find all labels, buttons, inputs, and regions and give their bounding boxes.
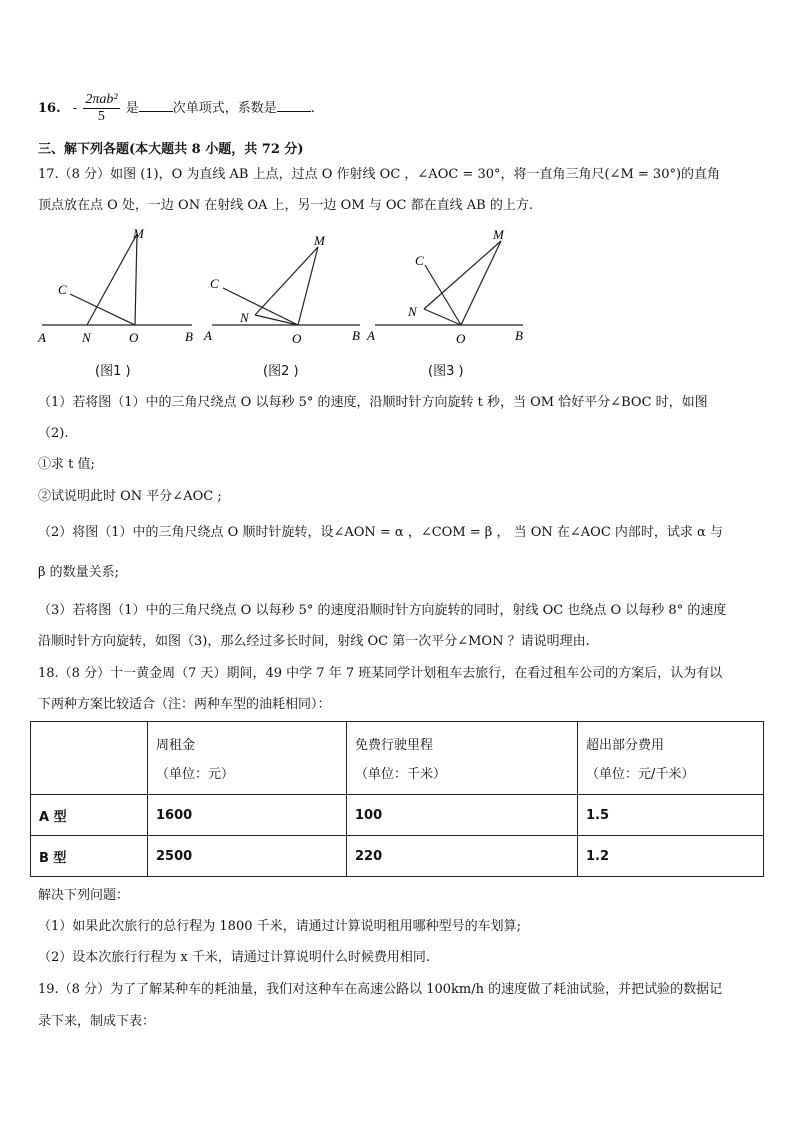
fraction-expression [83, 92, 119, 125]
fig2-label-A: A [204, 328, 212, 343]
minus-sign: - [72, 101, 78, 116]
header-mileage-unit: （单位：千米） [355, 767, 447, 782]
table-cell: 1.5 [578, 795, 764, 836]
fig1-label-N: N [82, 330, 91, 345]
fig3-label-M: M [493, 227, 504, 242]
header-cell-extra-fee [578, 722, 764, 795]
q17-line-2: 顶点放在点 O 处，一边 ON 在射线 OA 上，另一边 OM 与 OC 都在直线 AB 的上方. [38, 198, 533, 213]
fig2-label-C: C [210, 276, 219, 291]
table-cell: A 型 [31, 795, 148, 836]
q17-part-2-line-2: β 的数量关系; [38, 565, 120, 580]
header-mileage-label: 免费行驶里程 [355, 738, 434, 753]
figure-1-caption: (图1 ) [95, 364, 131, 379]
fig2-label-N: N [240, 310, 249, 325]
header-extra-fee-unit: （单位：元/千米） [586, 767, 695, 782]
fig1-label-O: O [129, 330, 139, 345]
figure-2-caption: (图2 ) [263, 364, 299, 379]
question-16 [38, 90, 315, 128]
header-extra-fee-label: 超出部分费用 [586, 738, 665, 753]
figure-2 [200, 225, 370, 350]
fig3-label-N: N [408, 304, 417, 319]
header-cell-mileage [347, 722, 578, 795]
table-row [31, 795, 764, 836]
table-cell: 1600 [148, 795, 347, 836]
table-cell: 2500 [148, 836, 347, 877]
answer-blank-coefficient[interactable] [277, 99, 311, 112]
table-row [31, 836, 764, 877]
header-cell-rent [148, 722, 347, 795]
table-cell: B 型 [31, 836, 148, 877]
fig2-label-O: O [292, 331, 302, 346]
fig3-label-A: A [367, 328, 375, 343]
fraction-numerator: 2πab² [85, 92, 118, 107]
table-cell: 1.2 [578, 836, 764, 877]
q19-line-1: 19.（8 分）为了了解某种车的耗油量，我们对这种车在高速公路以 100km/h 的速度做了耗油试验，并把试验的数据记 [38, 982, 723, 997]
q16-text-2: 次单项式，系数是 [172, 101, 277, 116]
header-rent-unit: （单位：元） [156, 767, 235, 782]
fig2-label-M: M [314, 233, 325, 248]
q16-text-1: 是 [125, 101, 139, 116]
figure-1 [30, 222, 205, 347]
table-cell: 220 [347, 836, 578, 877]
q18-part-1: （1）如果此次旅行的总行程为 1800 千米，请通过计算说明租用哪种型号的车划算; [38, 919, 521, 934]
q17-part-1-sub-1: ①求 t 值; [38, 457, 95, 472]
q17-line-1: 17.（8 分）如图 (1)，O 为直线 AB 上点，过点 O 作射线 OC ，∠AOC = 30°，将一直角三角尺(∠M = 30°)的直角 [38, 167, 721, 182]
rental-plan-table [30, 721, 764, 877]
header-rent-label: 周租金 [156, 738, 196, 753]
q17-part-3-line-1: （3）若将图（1）中的三角尺绕点 O 以每秒 5° 的速度沿顺时针方向旋转的同时，射线 OC 也绕点 O 以每秒 8° 的速度 [38, 603, 727, 618]
q16-text-3: . [310, 101, 315, 116]
fig1-label-M: M [133, 226, 144, 241]
fraction-denominator: 5 [97, 109, 105, 124]
header-cell-empty [31, 722, 148, 795]
question-16-number: 16. [38, 101, 61, 116]
q17-part-2-line-1: （2）将图（1）中的三角尺绕点 O 顺时针旋转，设∠AON = α ，∠COM = β ， 当 ON 在∠AOC 内部时，试求 α 与 [38, 525, 723, 540]
q17-part-3-line-2: 沿顺时针方向旋转，如图（3)，那么经过多长时间，射线 OC 第一次平分∠MON ？请说明理由. [38, 634, 590, 649]
q18-part-2: （2）设本次旅行行程为 x 千米，请通过计算说明什么时候费用相同. [38, 950, 430, 965]
section-heading: 三、解下列各题(本大题共 8 小题，共 72 分) [38, 142, 304, 157]
q17-part-1-line-1: （1）若将图（1）中的三角尺绕点 O 以每秒 5° 的速度，沿顺时针方向旋转 t 秒，当 OM 恰好平分∠BOC 时，如图 [38, 395, 708, 410]
fig3-label-O: O [456, 331, 466, 346]
q18-solve-heading: 解决下列问题： [38, 888, 130, 903]
fig3-label-C: C [415, 253, 424, 268]
answer-blank-degree[interactable] [139, 99, 173, 112]
fig1-label-C: C [58, 282, 67, 297]
q18-line-1: 18.（8 分）十一黄金周（7 天）期间，49 中学 7 年 7 班某同学计划租车去旅行，在看过租车公司的方案后，认为有以 [38, 666, 723, 681]
figure-3-caption: (图3 ) [428, 364, 464, 379]
q17-part-1-line-2: （2). [38, 426, 69, 441]
q19-line-2: 录下来，制成下表： [38, 1014, 156, 1029]
q18-line-2: 下两种方案比较适合（注：两种车型的油耗相同）： [38, 697, 331, 712]
fig2-label-B: B [352, 328, 360, 343]
table-header-row [31, 722, 764, 795]
table-cell: 100 [347, 795, 578, 836]
fig3-label-B: B [515, 328, 523, 343]
figure-3 [365, 225, 535, 350]
q17-part-1-sub-2: ②试说明此时 ON 平分∠AOC ; [38, 489, 222, 504]
fig1-label-B: B [185, 329, 193, 344]
fig1-label-A: A [38, 330, 46, 345]
